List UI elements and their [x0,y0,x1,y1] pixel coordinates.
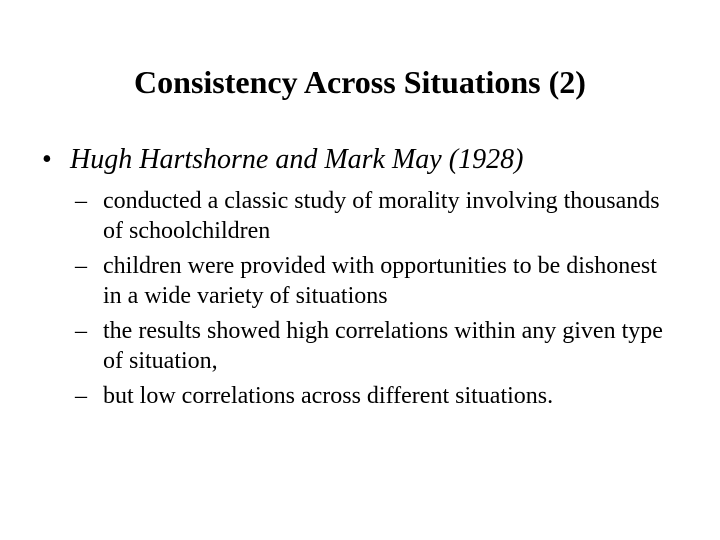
slide-title: Consistency Across Situations (2) [134,64,586,100]
sub-bullet-item [0,186,720,246]
dash-marker: – [75,253,87,279]
bullet-item [0,140,720,180]
bullet-marker: • [42,144,52,175]
sub-bullet-item [0,381,720,411]
dash-marker: – [75,188,87,214]
bullet-text: Hugh Hartshorne and Mark May (1928) [70,144,524,175]
sub-bullet-list [0,186,720,411]
sub-bullet-text: children were provided with opportunities to be dishonest in a wide variety of situations [103,253,657,309]
dash-marker: – [75,383,87,409]
sub-bullet-text: conducted a classic study of morality involving thousands of schoolchildren [103,188,660,244]
sub-bullet-item [0,251,720,311]
slide-content [0,140,720,416]
sub-bullet-text: but low correlations across different situations. [103,383,554,409]
sub-bullet-text: the results showed high correlations within any given type of situation, [103,318,663,374]
dash-marker: – [75,318,87,344]
sub-bullet-item [0,316,720,376]
